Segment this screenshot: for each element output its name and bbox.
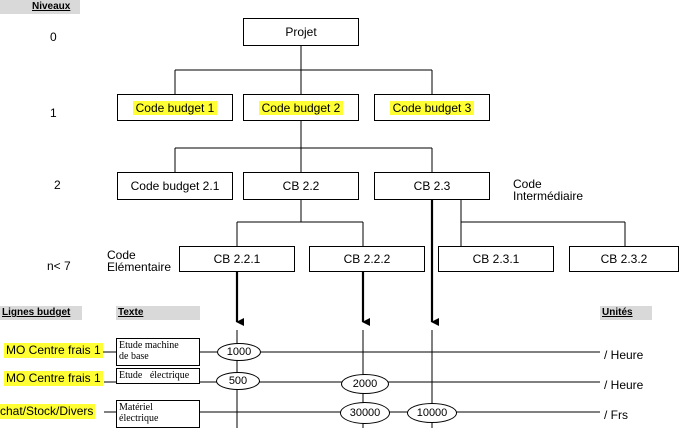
node-code-budget-3 — [374, 94, 490, 121]
header-lignes-budget: Lignes budget — [0, 306, 82, 320]
budget-line-2: MO Centre frais 1 — [6, 371, 101, 385]
levels-header-label: Niveaux — [32, 1, 71, 12]
node-cb-2-3-1: CB 2.3.1 — [438, 246, 554, 272]
value-oval: 30000 — [340, 402, 390, 424]
unit-row-3: / Frs — [604, 408, 628, 422]
texte-cell-3: Matériel électrique — [116, 400, 200, 428]
unit-row-2: / Heure — [604, 378, 644, 392]
value-oval: 500 — [216, 372, 260, 390]
level-0: 0 — [50, 30, 57, 44]
node-projet: Projet — [243, 18, 359, 46]
node-cb-2-2: CB 2.2 — [243, 172, 359, 200]
level-1: 1 — [50, 106, 57, 120]
value-oval: 10000 — [407, 403, 457, 423]
node-cb-2-3-2: CB 2.3.2 — [569, 246, 679, 272]
texte-cell-2: Etude électrique — [116, 368, 200, 384]
node-cb-2-2-2: CB 2.2.2 — [309, 246, 425, 272]
code-elementaire-label: Code Elémentaire — [107, 248, 172, 274]
header-unites: Unités — [600, 306, 652, 320]
node-label: Code budget 3 — [390, 101, 475, 115]
node-cb-2-3: CB 2.3 — [374, 172, 490, 200]
node-code-budget-1 — [117, 94, 233, 121]
header-texte: Texte — [116, 306, 200, 320]
unit-row-1: / Heure — [604, 348, 644, 362]
texte-cell-1: Etude machine de base — [116, 338, 200, 366]
code-intermediaire-label: Code Intermédiaire — [513, 177, 584, 203]
node-code-budget-2-1: Code budget 2.1 — [117, 172, 233, 200]
level-n: n< 7 — [47, 259, 71, 273]
level-2: 2 — [54, 178, 61, 192]
budget-line-3: chat/Stock/Divers — [0, 404, 94, 418]
node-label: Code budget 1 — [133, 101, 218, 115]
budget-line-1: MO Centre frais 1 — [6, 343, 101, 357]
value-oval: 1000 — [217, 343, 261, 361]
node-cb-2-2-1: CB 2.2.1 — [179, 246, 295, 272]
node-code-budget-2 — [243, 94, 359, 121]
node-label: Code budget 2 — [259, 101, 344, 115]
value-oval: 2000 — [341, 374, 389, 394]
